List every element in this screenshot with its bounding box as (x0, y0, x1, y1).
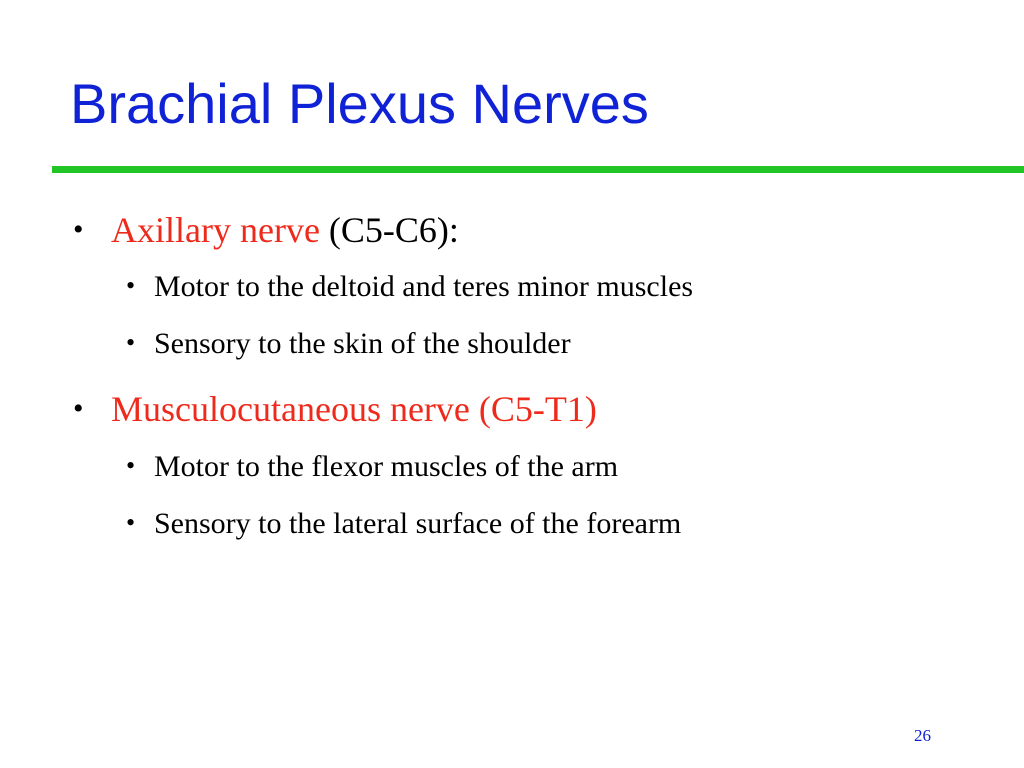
page-number: 26 (914, 726, 931, 745)
sub-bullet-text: Sensory to the skin of the shoulder (154, 327, 571, 360)
sub-bullet-text: Motor to the flexor muscles of the arm (154, 450, 619, 483)
nerve-name: Musculocutaneous nerve (C5-T1) (111, 389, 597, 429)
slide-title: Brachial Plexus Nerves (70, 72, 649, 135)
sub-bullet-musculocutaneous-sensory (126, 509, 681, 539)
title-divider (52, 166, 1024, 173)
sub-bullet-axillary-motor (126, 272, 693, 302)
sub-bullet-dot-icon: • (126, 271, 136, 300)
sub-bullet-dot-icon: • (126, 508, 136, 537)
bullet-dot-icon: • (73, 213, 84, 246)
sub-bullet-text: Sensory to the lateral surface of the forearm (154, 507, 682, 540)
bullet-axillary-nerve (73, 212, 459, 248)
bullet-musculocutaneous-nerve (73, 391, 597, 427)
bullet-dot-icon: • (73, 392, 84, 425)
nerve-name: Axillary nerve (111, 210, 320, 250)
sub-bullet-musculocutaneous-motor (126, 452, 618, 482)
sub-bullet-dot-icon: • (126, 328, 136, 357)
nerve-roots: (C5-C6): (319, 210, 459, 250)
sub-bullet-text: Motor to the deltoid and teres minor muscles (154, 270, 694, 303)
sub-bullet-axillary-sensory (126, 329, 571, 359)
sub-bullet-dot-icon: • (126, 451, 136, 480)
